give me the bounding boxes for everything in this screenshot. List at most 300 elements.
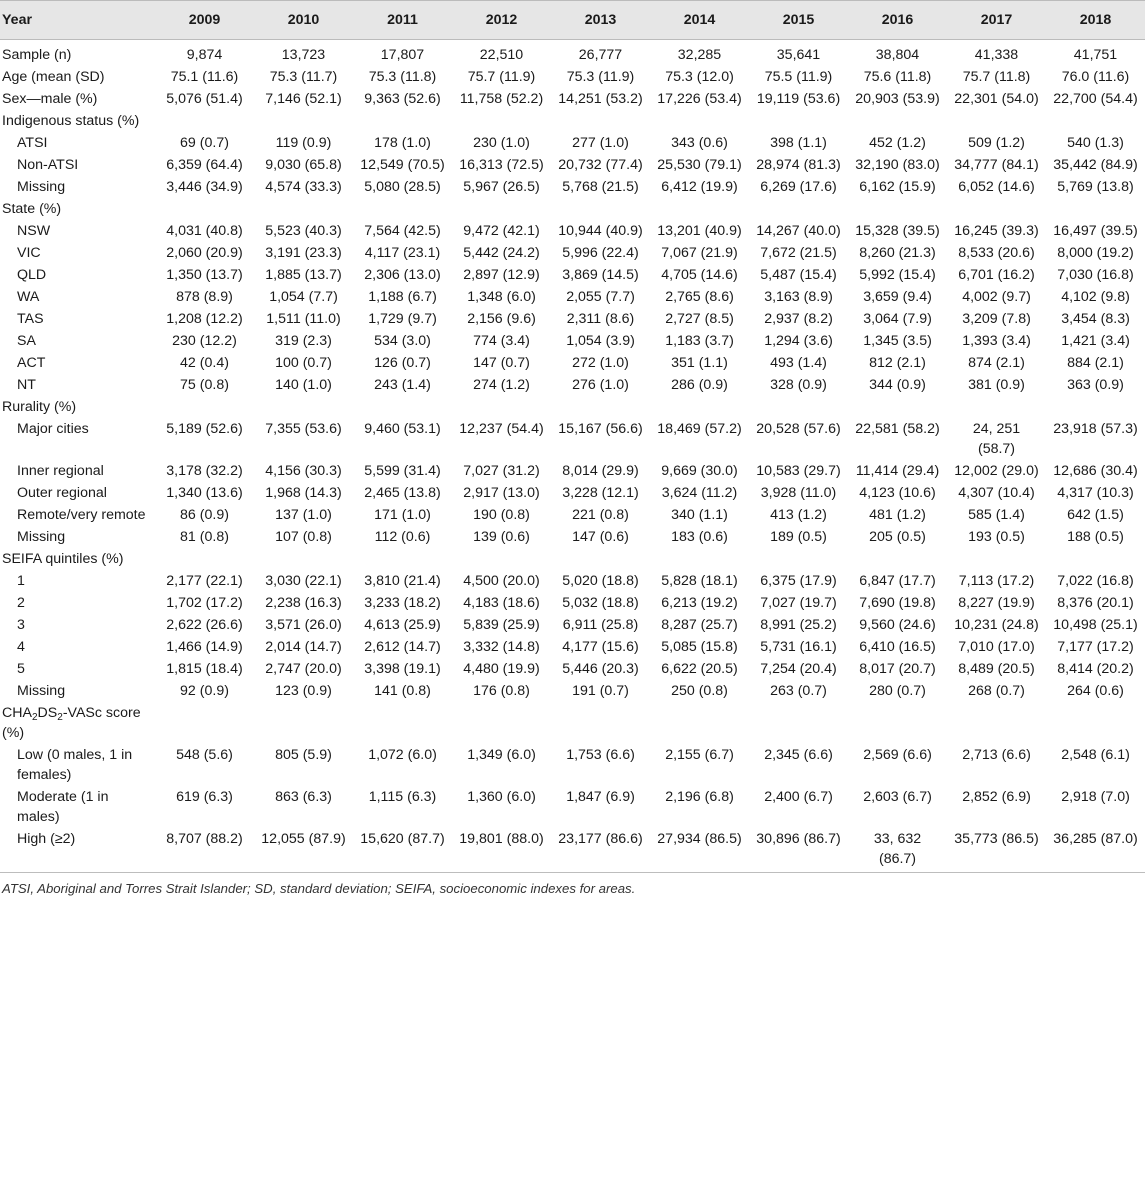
- empty-cell: [254, 198, 353, 220]
- category-row: [0, 702, 1145, 744]
- table-cell: 6,847 (17.7): [859, 573, 936, 589]
- table-cell: 13,201 (40.9): [657, 223, 742, 239]
- empty-cell: [947, 396, 1046, 418]
- row-label: Low (0 males, 1 in females): [17, 747, 133, 783]
- table-cell: 221 (0.8): [572, 507, 629, 523]
- table-cell: 140 (1.0): [275, 377, 332, 393]
- empty-cell: [452, 198, 551, 220]
- table-cell: 509 (1.2): [968, 135, 1025, 151]
- table-cell: 381 (0.9): [968, 377, 1025, 393]
- table-cell: 5,189 (52.6): [166, 421, 243, 437]
- empty-cell: [650, 548, 749, 570]
- empty-cell: [254, 396, 353, 418]
- table-cell: 9,669 (30.0): [661, 463, 738, 479]
- table-cell: 1,072 (6.0): [368, 747, 437, 763]
- table-row: [0, 154, 1145, 176]
- table-cell: 1,393 (3.4): [962, 333, 1031, 349]
- table-cell: 20,528 (57.6): [756, 421, 841, 437]
- table-cell: 863 (6.3): [275, 789, 332, 805]
- table-cell: 1,115 (6.3): [368, 789, 437, 805]
- table-row: [0, 786, 1145, 828]
- table-cell: 23,918 (57.3): [1053, 421, 1138, 437]
- category-label: Rurality (%): [2, 399, 77, 415]
- row-label: SA: [17, 333, 36, 349]
- table-cell: 5,442 (24.2): [463, 245, 540, 261]
- table-cell: 17,226 (53.4): [657, 91, 742, 107]
- table-cell: 23,177 (86.6): [551, 828, 650, 873]
- table-cell: 41,338: [947, 40, 1046, 67]
- table-row: [0, 614, 1145, 636]
- header-year-2014: 2014: [650, 1, 749, 40]
- table-row: [0, 374, 1145, 396]
- header-year-2011: 2011: [353, 1, 452, 40]
- table-cell: 3,191 (23.3): [265, 245, 342, 261]
- table-cell: 9,874: [155, 40, 254, 67]
- table-cell: 1,340 (13.6): [166, 485, 243, 501]
- table-cell: 92 (0.9): [180, 683, 229, 699]
- table-cell: 363 (0.9): [1067, 377, 1124, 393]
- table-cell: 3,178 (32.2): [166, 463, 243, 479]
- table-cell: 189 (0.5): [770, 529, 827, 545]
- table-cell: 1,183 (3.7): [665, 333, 734, 349]
- table-cell: 35,641: [749, 40, 848, 67]
- table-cell: 7,067 (21.9): [661, 245, 738, 261]
- empty-cell: [650, 702, 749, 744]
- table-cell: 1,511 (11.0): [266, 311, 341, 327]
- category-label: Indigenous status (%): [2, 113, 140, 129]
- table-cell: 123 (0.9): [275, 683, 332, 699]
- table-cell: 263 (0.7): [770, 683, 827, 699]
- table-cell: 351 (1.1): [671, 355, 728, 371]
- empty-cell: [155, 548, 254, 570]
- table-row: [0, 680, 1145, 702]
- empty-cell: [551, 110, 650, 132]
- table-cell: 188 (0.5): [1067, 529, 1124, 545]
- table-cell: 3,398 (19.1): [364, 661, 441, 677]
- empty-cell: [155, 198, 254, 220]
- table-cell: 12,055 (87.9): [254, 828, 353, 873]
- table-cell: 27,934 (86.5): [650, 828, 749, 873]
- table-cell: 191 (0.7): [572, 683, 629, 699]
- empty-cell: [749, 110, 848, 132]
- table-cell: 35,773 (86.5): [947, 828, 1046, 873]
- table-cell: 183 (0.6): [671, 529, 728, 545]
- table-cell: 139 (0.6): [473, 529, 530, 545]
- category-label: State (%): [2, 201, 62, 217]
- label-part: -VASc score (%): [2, 705, 141, 741]
- table-cell: 126 (0.7): [374, 355, 431, 371]
- table-cell: 6,701 (16.2): [958, 267, 1035, 283]
- table-row: [0, 418, 1145, 460]
- table-cell: 19,119 (53.6): [756, 91, 841, 107]
- table-cell: 280 (0.7): [869, 683, 926, 699]
- table-row: [0, 570, 1145, 592]
- table-cell: 272 (1.0): [572, 355, 629, 371]
- table-cell: 2,014 (14.7): [265, 639, 342, 655]
- row-label: ACT: [17, 355, 46, 371]
- table-row: [0, 132, 1145, 154]
- table-cell: 5,523 (40.3): [265, 223, 342, 239]
- table-row: [0, 242, 1145, 264]
- table-cell: 243 (1.4): [374, 377, 431, 393]
- table-cell: 9,560 (24.6): [859, 617, 936, 633]
- table-cell: 20,732 (77.4): [558, 157, 643, 173]
- empty-cell: [452, 110, 551, 132]
- table-row: [0, 828, 1145, 873]
- table-cell: 2,155 (6.7): [665, 747, 734, 763]
- table-cell: 4,156 (30.3): [265, 463, 342, 479]
- header-year-2017: 2017: [947, 1, 1046, 40]
- table-cell: 8,017 (20.7): [859, 661, 936, 677]
- table-cell: 2,306 (13.0): [364, 267, 441, 283]
- table-header: [0, 1, 1145, 40]
- table-footnote: ATSI, Aboriginal and Torres Strait Islander; SD, standard deviation; SEIFA, socioeconomic indexes for areas.: [2, 881, 636, 896]
- table-cell: 8,489 (20.5): [958, 661, 1035, 677]
- empty-cell: [353, 548, 452, 570]
- header-year-2009: 2009: [155, 1, 254, 40]
- table-cell: 2,765 (8.6): [665, 289, 734, 305]
- table-row: [0, 592, 1145, 614]
- table-cell: 7,564 (42.5): [364, 223, 441, 239]
- table-cell: 328 (0.9): [770, 377, 827, 393]
- empty-cell: [551, 548, 650, 570]
- table-cell: 22,700 (54.4): [1053, 91, 1138, 107]
- empty-cell: [749, 548, 848, 570]
- table-cell: 35,442 (84.9): [1053, 157, 1138, 173]
- table-cell: 230 (12.2): [172, 333, 237, 349]
- table-cell: 5,768 (21.5): [562, 179, 639, 195]
- table-cell: 171 (1.0): [374, 507, 431, 523]
- table-cell: 7,355 (53.6): [265, 421, 342, 437]
- table-cell: 7,113 (17.2): [958, 573, 1035, 589]
- table-cell: 2,311 (8.6): [566, 311, 635, 327]
- table-cell: 1,208 (12.2): [166, 311, 243, 327]
- table-cell: 2,345 (6.6): [764, 747, 833, 763]
- table-cell: 6,911 (25.8): [562, 617, 639, 633]
- empty-cell: [1046, 110, 1145, 132]
- table-cell: 4,500 (20.0): [463, 573, 540, 589]
- table-cell: 4,002 (9.7): [962, 289, 1031, 305]
- empty-cell: [1046, 396, 1145, 418]
- table-cell: 9,030 (65.8): [265, 157, 342, 173]
- table-cell: 343 (0.6): [671, 135, 728, 151]
- table-cell: 3,810 (21.4): [364, 573, 441, 589]
- table-cell: 8,287 (25.7): [661, 617, 738, 633]
- table-cell: 33, 632 (86.7): [848, 828, 947, 873]
- table-cell: 1,360 (6.0): [467, 789, 536, 805]
- row-label: Age (mean (SD): [2, 69, 105, 85]
- table-row: [0, 330, 1145, 352]
- table-cell: 5,032 (18.8): [562, 595, 639, 611]
- empty-cell: [749, 198, 848, 220]
- table-cell: 1,054 (3.9): [566, 333, 635, 349]
- table-cell: 26,777: [551, 40, 650, 67]
- table-cell: 75.6 (11.8): [863, 69, 932, 85]
- table-cell: 2,569 (6.6): [863, 747, 932, 763]
- table-cell: 3,928 (11.0): [760, 485, 837, 501]
- table-cell: 2,918 (7.0): [1061, 789, 1130, 805]
- table-cell: 7,027 (31.2): [463, 463, 540, 479]
- table-row: [0, 286, 1145, 308]
- empty-cell: [353, 702, 452, 744]
- table-cell: 884 (2.1): [1067, 355, 1124, 371]
- table-cell: 540 (1.3): [1067, 135, 1124, 151]
- empty-cell: [551, 198, 650, 220]
- table-cell: 11,414 (29.4): [855, 463, 940, 479]
- table-cell: 119 (0.9): [275, 135, 332, 151]
- table-cell: 230 (1.0): [473, 135, 530, 151]
- table-cell: 9,363 (52.6): [364, 91, 441, 107]
- table-cell: 812 (2.1): [869, 355, 926, 371]
- table-cell: 32,285: [650, 40, 749, 67]
- category-row: [0, 110, 1145, 132]
- table-cell: 193 (0.5): [968, 529, 1025, 545]
- row-label: Moderate (1 in males): [17, 789, 109, 825]
- table-cell: 3,571 (26.0): [265, 617, 342, 633]
- table-cell: 1,348 (6.0): [467, 289, 536, 305]
- table-cell: 76.0 (11.6): [1061, 69, 1130, 85]
- empty-cell: [749, 396, 848, 418]
- row-label: Inner regional: [17, 463, 104, 479]
- table-cell: 22,301 (54.0): [954, 91, 1039, 107]
- table-cell: 28,974 (81.3): [756, 157, 841, 173]
- table-cell: 25,530 (79.1): [657, 157, 742, 173]
- table-row: [0, 88, 1145, 110]
- empty-cell: [353, 396, 452, 418]
- category-label: SEIFA quintiles (%): [2, 551, 124, 567]
- table-cell: 6,375 (17.9): [760, 573, 837, 589]
- table-cell: 805 (5.9): [275, 747, 332, 763]
- table-cell: 75.5 (11.9): [764, 69, 833, 85]
- table-cell: 22,581 (58.2): [855, 421, 940, 437]
- table-cell: 2,612 (14.7): [364, 639, 441, 655]
- table-cell: 4,613 (25.9): [364, 617, 441, 633]
- table-cell: 13,723: [254, 40, 353, 67]
- table-cell: 3,209 (7.8): [962, 311, 1031, 327]
- table-cell: 268 (0.7): [968, 683, 1025, 699]
- row-label: VIC: [17, 245, 41, 261]
- row-label: 4: [17, 639, 25, 655]
- empty-cell: [155, 110, 254, 132]
- table-cell: 81 (0.8): [180, 529, 229, 545]
- table-cell: 10,498 (25.1): [1053, 617, 1138, 633]
- empty-cell: [452, 396, 551, 418]
- table-row: [0, 308, 1145, 330]
- table-cell: 69 (0.7): [180, 135, 229, 151]
- table-cell: 75.3 (11.7): [269, 69, 338, 85]
- table-cell: 2,917 (13.0): [463, 485, 540, 501]
- table-cell: 319 (2.3): [275, 333, 332, 349]
- table-cell: 642 (1.5): [1067, 507, 1124, 523]
- table-cell: 2,713 (6.6): [962, 747, 1031, 763]
- table-cell: 1,188 (6.7): [368, 289, 437, 305]
- empty-cell: [1046, 198, 1145, 220]
- empty-cell: [650, 110, 749, 132]
- table-cell: 75 (0.8): [180, 377, 229, 393]
- table-cell: 6,412 (19.9): [661, 179, 738, 195]
- table-cell: 5,967 (26.5): [463, 179, 540, 195]
- table-row: [0, 40, 1145, 67]
- empty-cell: [254, 702, 353, 744]
- table-cell: 3,228 (12.1): [562, 485, 639, 501]
- header-year-2018: 2018: [1046, 1, 1145, 40]
- table-cell: 176 (0.8): [473, 683, 530, 699]
- table-cell: 874 (2.1): [968, 355, 1025, 371]
- header-year-2013: 2013: [551, 1, 650, 40]
- row-label: Missing: [17, 683, 66, 699]
- table-cell: 774 (3.4): [473, 333, 530, 349]
- table-cell: 6,052 (14.6): [958, 179, 1035, 195]
- table-cell: 3,446 (34.9): [166, 179, 243, 195]
- empty-cell: [848, 548, 947, 570]
- table-cell: 2,177 (22.1): [166, 573, 243, 589]
- table-cell: 8,014 (29.9): [562, 463, 639, 479]
- table-cell: 4,123 (10.6): [859, 485, 936, 501]
- table-cell: 1,294 (3.6): [764, 333, 833, 349]
- table-cell: 5,769 (13.8): [1057, 179, 1134, 195]
- table-row: [0, 176, 1145, 198]
- table-cell: 7,027 (19.7): [760, 595, 837, 611]
- empty-cell: [749, 702, 848, 744]
- table-cell: 398 (1.1): [770, 135, 827, 151]
- table-cell: 75.3 (11.8): [368, 69, 437, 85]
- table-cell: 34,777 (84.1): [954, 157, 1039, 173]
- row-label: Sex—male (%): [2, 91, 98, 107]
- header-row: [0, 1, 1145, 40]
- table-cell: 3,659 (9.4): [863, 289, 932, 305]
- empty-cell: [650, 396, 749, 418]
- table-cell: 1,968 (14.3): [265, 485, 342, 501]
- table-cell: 5,076 (51.4): [166, 91, 243, 107]
- table-cell: 1,054 (7.7): [269, 289, 338, 305]
- row-label: 3: [17, 617, 25, 633]
- empty-cell: [551, 396, 650, 418]
- table-row: [0, 220, 1145, 242]
- table-cell: 137 (1.0): [275, 507, 332, 523]
- table-cell: 250 (0.8): [671, 683, 728, 699]
- table-cell: 7,672 (21.5): [760, 245, 837, 261]
- table-cell: 38,804: [848, 40, 947, 67]
- table-cell: 4,705 (14.6): [661, 267, 738, 283]
- table-cell: 7,690 (19.8): [859, 595, 936, 611]
- table-cell: 2,937 (8.2): [764, 311, 833, 327]
- table-cell: 30,896 (86.7): [749, 828, 848, 873]
- empty-cell: [1046, 548, 1145, 570]
- table-cell: 1,466 (14.9): [166, 639, 243, 655]
- table-cell: 4,307 (10.4): [958, 485, 1035, 501]
- table-row: [0, 658, 1145, 680]
- empty-cell: [452, 702, 551, 744]
- table-cell: 6,269 (17.6): [760, 179, 837, 195]
- table-cell: 2,747 (20.0): [265, 661, 342, 677]
- table-cell: 75.3 (12.0): [665, 69, 734, 85]
- table-cell: 8,376 (20.1): [1057, 595, 1134, 611]
- table-cell: 8,000 (19.2): [1057, 245, 1134, 261]
- table-cell: 3,624 (11.2): [661, 485, 738, 501]
- table-cell: 4,117 (23.1): [364, 245, 441, 261]
- empty-cell: [155, 396, 254, 418]
- table-cell: 100 (0.7): [275, 355, 332, 371]
- empty-cell: [254, 548, 353, 570]
- row-label: NT: [17, 377, 36, 393]
- table-cell: 10,583 (29.7): [756, 463, 841, 479]
- row-label: NSW: [17, 223, 51, 239]
- table-row: [0, 636, 1145, 658]
- empty-cell: [353, 198, 452, 220]
- table-row: [0, 460, 1145, 482]
- table-cell: 6,410 (16.5): [859, 639, 936, 655]
- header-year-2016: 2016: [848, 1, 947, 40]
- table-cell: 20,903 (53.9): [855, 91, 940, 107]
- table-cell: 5,839 (25.9): [463, 617, 540, 633]
- row-label: QLD: [17, 267, 47, 283]
- table-cell: 18,469 (57.2): [657, 421, 742, 437]
- row-label: Sample (n): [0, 40, 155, 67]
- table-cell: 3,332 (14.8): [463, 639, 540, 655]
- table-cell: 15,328 (39.5): [855, 223, 940, 239]
- table-cell: 413 (1.2): [770, 507, 827, 523]
- table-cell: 75.7 (11.8): [962, 69, 1031, 85]
- table-row: [0, 352, 1145, 374]
- category-row: [0, 396, 1145, 418]
- table-cell: 16,313 (72.5): [459, 157, 544, 173]
- table-cell: 4,177 (15.6): [562, 639, 639, 655]
- table-cell: 10,944 (40.9): [558, 223, 643, 239]
- empty-cell: [155, 702, 254, 744]
- table-cell: 2,897 (12.9): [463, 267, 540, 283]
- table-cell: 10,231 (24.8): [954, 617, 1039, 633]
- empty-cell: [353, 110, 452, 132]
- table-cell: 36,285 (87.0): [1046, 828, 1145, 873]
- row-label: High (≥2): [0, 828, 155, 873]
- table-row: [0, 504, 1145, 526]
- table-cell: 112 (0.6): [374, 529, 431, 545]
- table-cell: 32,190 (83.0): [855, 157, 940, 173]
- table-cell: 3,064 (7.9): [863, 311, 932, 327]
- table-cell: 15,620 (87.7): [353, 828, 452, 873]
- header-year-2010: 2010: [254, 1, 353, 40]
- table-cell: 15,167 (56.6): [558, 421, 643, 437]
- table-cell: 4,102 (9.8): [1061, 289, 1130, 305]
- table-cell: 86 (0.9): [180, 507, 229, 523]
- header-year-2012: 2012: [452, 1, 551, 40]
- subscript: 2: [57, 712, 63, 723]
- table-cell: 7,030 (16.8): [1057, 267, 1134, 283]
- table-cell: 493 (1.4): [770, 355, 827, 371]
- row-label: Remote/very remote: [17, 507, 146, 523]
- table-cell: 75.3 (11.9): [566, 69, 635, 85]
- empty-cell: [848, 110, 947, 132]
- empty-cell: [848, 702, 947, 744]
- table-row: [0, 482, 1145, 504]
- table-cell: 2,060 (20.9): [166, 245, 243, 261]
- table-cell: 5,446 (20.3): [562, 661, 639, 677]
- empty-cell: [947, 548, 1046, 570]
- category-label: [0, 702, 155, 744]
- row-label: 1: [17, 573, 25, 589]
- table-cell: 1,729 (9.7): [368, 311, 437, 327]
- label-part: DS: [37, 705, 58, 721]
- table-cell: 6,622 (20.5): [661, 661, 738, 677]
- table-row: [0, 66, 1145, 88]
- table-cell: 12,686 (30.4): [1053, 463, 1138, 479]
- row-label: Non-ATSI: [17, 157, 79, 173]
- table-row: [0, 264, 1145, 286]
- table-cell: 6,359 (64.4): [166, 157, 243, 173]
- table-cell: 12,237 (54.4): [459, 421, 544, 437]
- row-label: ATSI: [17, 135, 48, 151]
- table-cell: 344 (0.9): [869, 377, 926, 393]
